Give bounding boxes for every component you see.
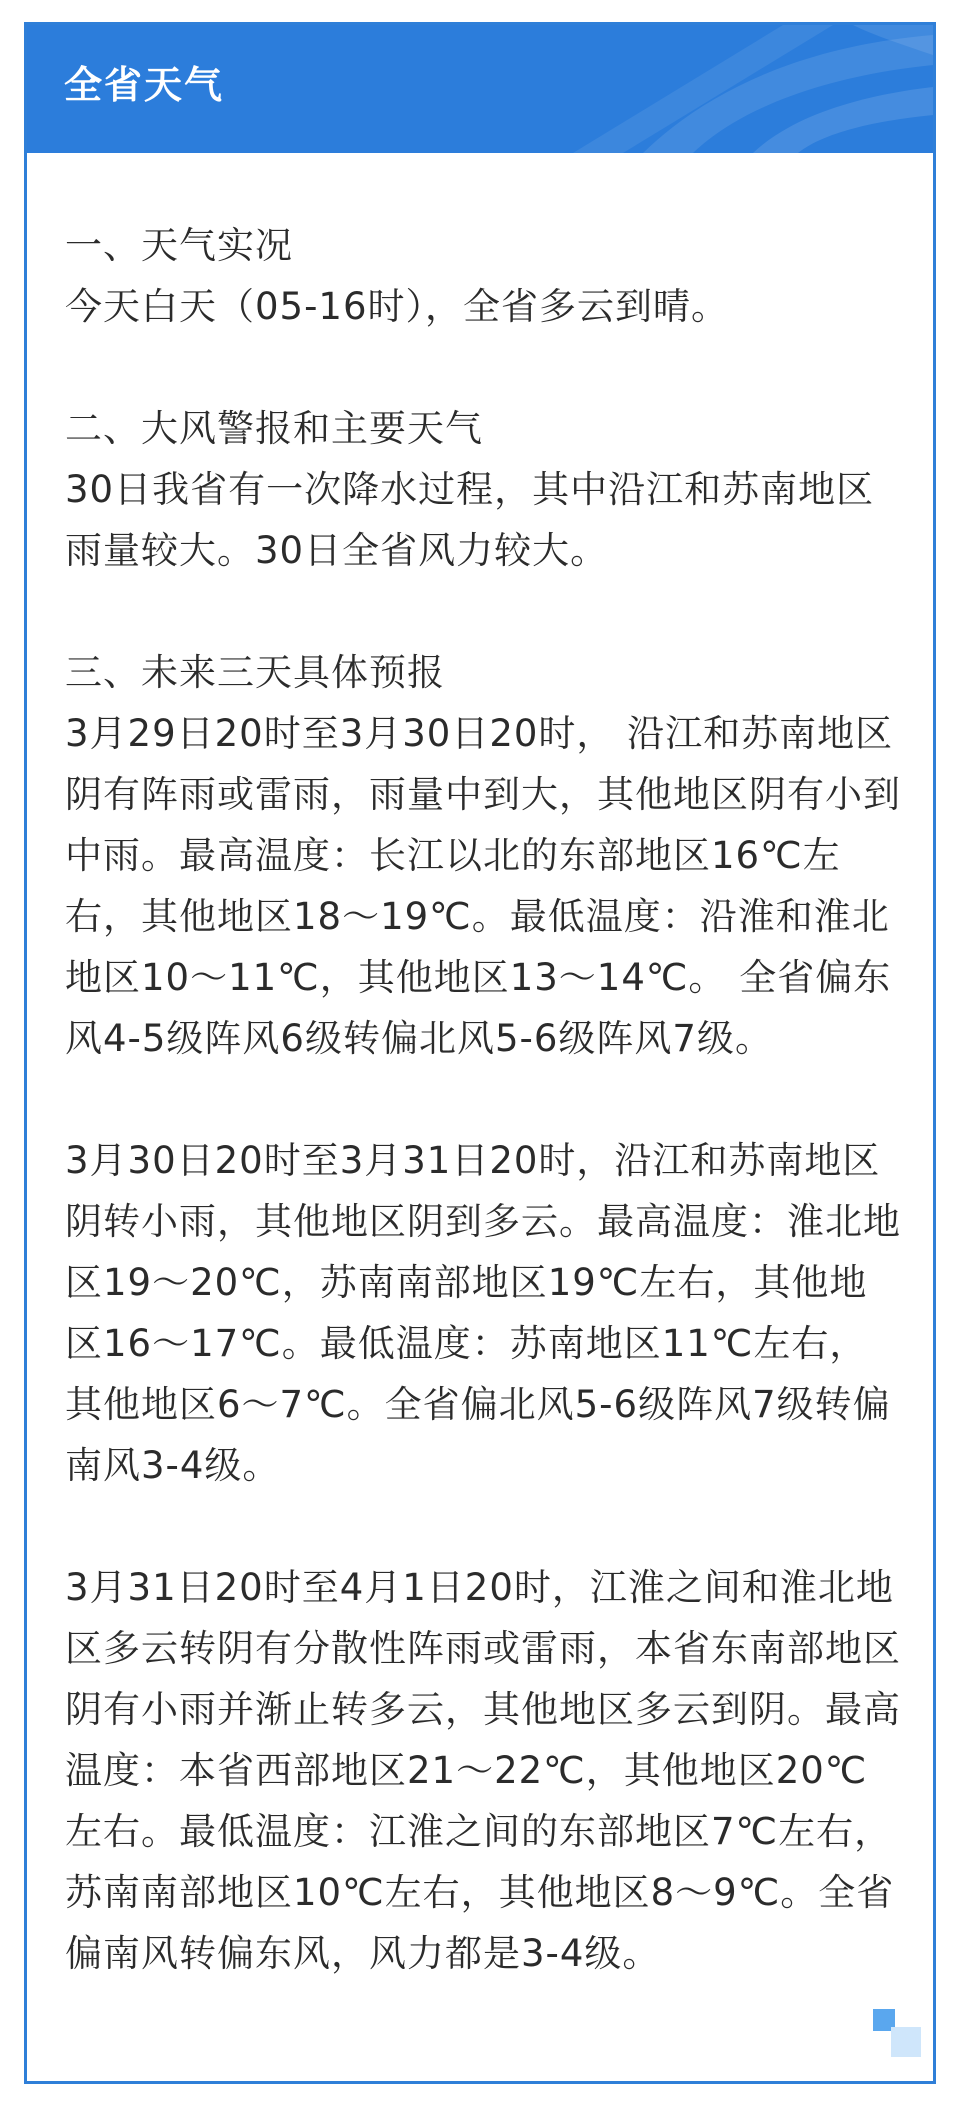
section-paragraph: 30日我省有一次降水过程，其中沿江和苏南地区雨量较大。30日全省风力较大。: [65, 468, 875, 572]
weather-card: [24, 22, 936, 2084]
forecast-day-2: 3月30日20时至3月31日20时，沿江和苏南地区阴转小雨，其他地区阴到多云。最高温度：淮北地区19～20℃，苏南南部地区19℃左右，其他地区16～17℃。最低温度：苏南地区11℃左右，其他地区6～7℃。全省偏北风5-6级阵风7级转偏南风3-4级。: [65, 1139, 901, 1487]
section-wind-warning: [65, 398, 905, 581]
forecast-day-1: 3月29日20时至3月30日20时， 沿江和苏南地区阴有阵雨或雷雨，雨量中到大，其他地区阴有小到中雨。最高温度：长江以北的东部地区16℃左右，其他地区18～19℃。最低温度：沿淮和淮北地区10～11℃，其他地区13～14℃。 全省偏东风4-5级阵风6级转偏北风5-6级阵风7级。: [65, 712, 901, 1060]
card-header: [27, 25, 933, 153]
forecast-content: [65, 215, 905, 1984]
section-title: 一、天气实况: [65, 224, 293, 267]
section-title: 二、大风警报和主要天气: [65, 407, 483, 450]
corner-decoration: [873, 2009, 923, 2059]
forecast-day-3: 3月31日20时至4月1日20时，江淮之间和淮北地区多云转阴有分散性阵雨或雷雨，本省东南部地区阴有小雨并渐止转多云，其他地区多云到阴。最高温度：本省西部地区21～22℃，其他地区20℃左右。最低温度：江淮之间的东部地区7℃左右，苏南南部地区10℃左右，其他地区8～9℃。全省偏南风转偏东风，风力都是3-4级。: [65, 1566, 901, 1975]
section-paragraph: 今天白天（05-16时），全省多云到晴。: [65, 285, 730, 328]
section-current-weather: [65, 215, 905, 337]
header-decoration: [453, 25, 933, 153]
section-three-day-forecast: [65, 642, 905, 1984]
section-title: 三、未来三天具体预报: [65, 651, 445, 694]
page-title: 全省天气: [64, 63, 225, 107]
